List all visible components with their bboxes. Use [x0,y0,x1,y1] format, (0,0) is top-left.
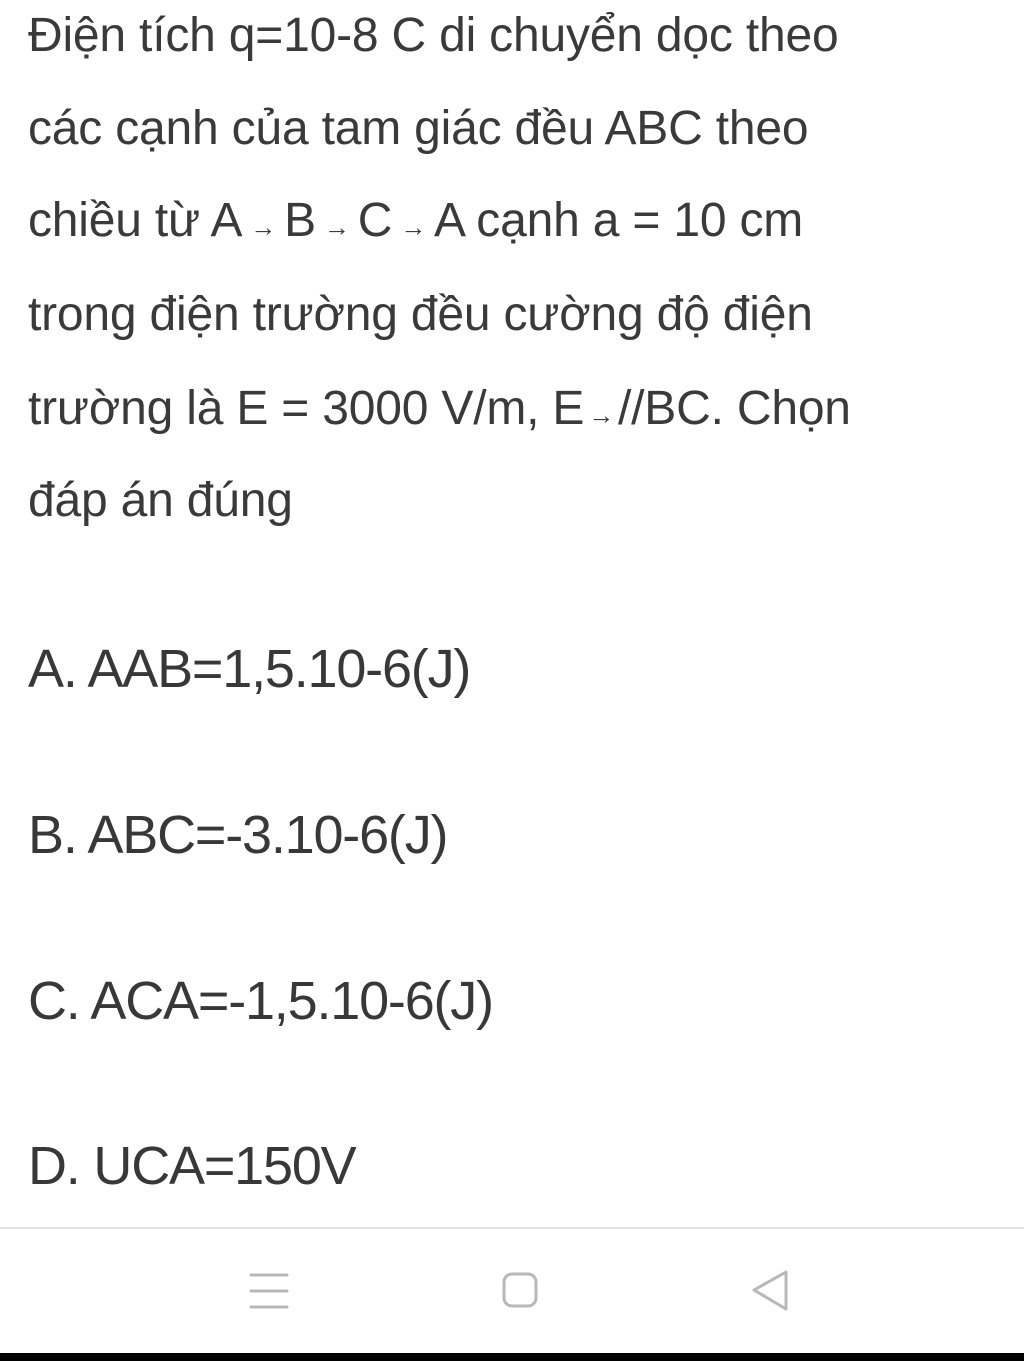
arrow-icon: → [323,212,350,243]
question-line-6: đáp án đúng [28,474,293,527]
answer-option-d[interactable]: D. UCA=150V [28,1136,356,1196]
q3-b: B [284,194,316,247]
vector-arrow-icon: → [588,400,615,431]
back-icon[interactable] [737,1259,801,1323]
home-icon[interactable] [488,1259,552,1323]
system-navigation-bar [0,1229,1024,1351]
arrow-icon: → [250,212,277,243]
answer-option-b[interactable]: B. ABC=-3.10-6(J) [28,805,448,865]
q3-suffix: A cạnh a = 10 cm [434,194,804,247]
q5-suffix: //BC. Chọn [618,382,851,435]
menu-icon[interactable] [237,1259,301,1323]
q5-prefix: trường là E = 3000 V/m, E [28,382,585,435]
question-line-2: các cạnh của tam giác đều ABC theo [28,102,809,155]
arrow-icon: → [400,212,426,243]
answer-option-c[interactable]: C. ACA=-1,5.10-6(J) [28,971,493,1031]
q3-prefix: chiều từ A [28,194,243,247]
screen-bottom-edge [0,1353,1024,1361]
answer-option-a[interactable]: A. AAB=1,5.10-6(J) [28,639,471,699]
q3-c: C [357,194,393,247]
question-line-5 [28,377,851,443]
question-line-4: trong điện trường đều cường độ điện [28,288,813,341]
question-line-3 [28,189,803,255]
question-line-1: Điện tích q=10-8 C di chuyển dọc theo [28,9,839,62]
